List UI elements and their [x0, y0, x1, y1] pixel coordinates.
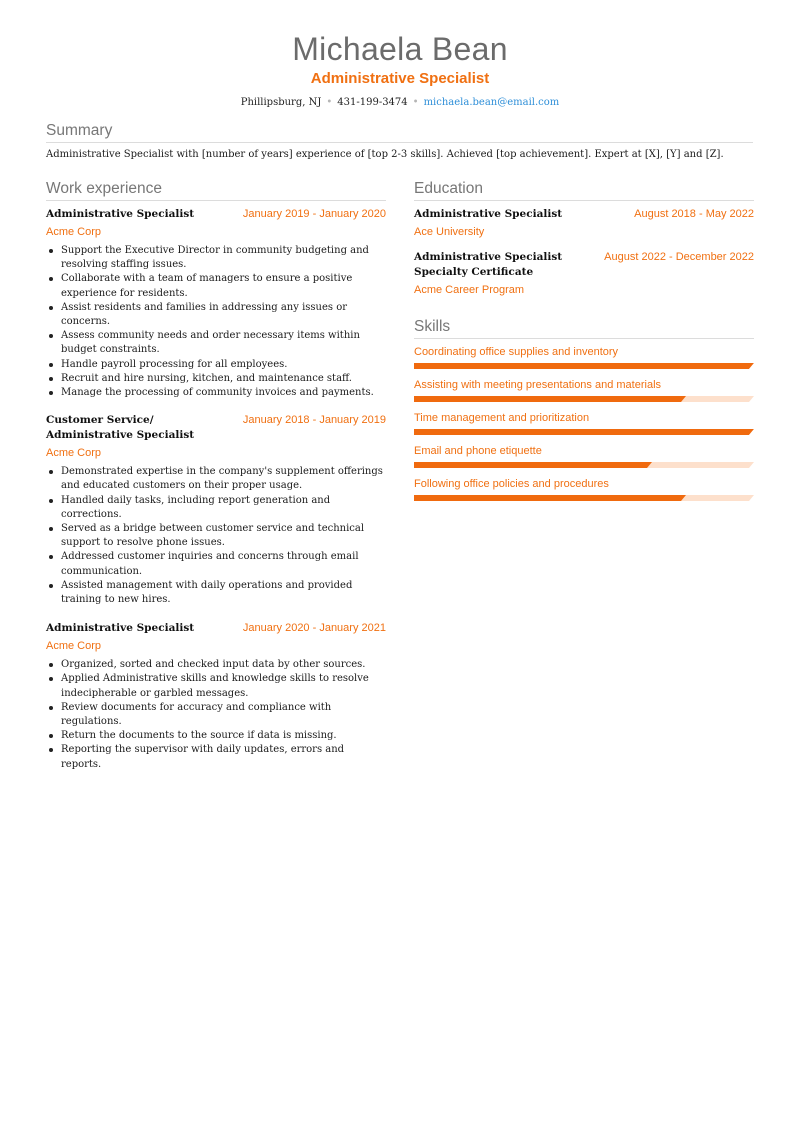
list-item: Served as a bridge between customer service and technical support to resolve phone issues. — [46, 522, 386, 550]
skill-label: Email and phone etiquette — [414, 445, 542, 457]
summary-section — [46, 121, 753, 162]
skill-label: Time management and prioritization — [414, 412, 590, 424]
job-dates: January 2018 - January 2019 — [242, 414, 386, 427]
education-dates: August 2022 - December 2022 — [604, 251, 754, 263]
education-section — [414, 179, 754, 298]
skill-item — [414, 473, 754, 504]
school-name: Ace University — [414, 226, 485, 238]
skill-bar-fill — [414, 429, 754, 435]
degree-title: Administrative Specialist Specialty Certificate — [414, 251, 563, 278]
summary-heading: Summary — [46, 121, 753, 143]
job-bullets — [46, 465, 386, 607]
skills-list — [414, 341, 754, 504]
education-entry — [414, 250, 754, 298]
contact-line — [0, 96, 800, 110]
work-entry — [46, 207, 386, 400]
skill-bar-fill — [414, 495, 686, 501]
skill-bar-track — [414, 462, 754, 468]
list-item: Review documents for accuracy and compliance with regulations. — [46, 701, 386, 729]
skill-bar-track — [414, 396, 754, 402]
job-dates: January 2020 - January 2021 — [242, 622, 386, 635]
candidate-name: Michaela Bean — [292, 31, 508, 67]
list-item: Reporting the supervisor with daily updates, errors and reports. — [46, 743, 386, 771]
company-name: Acme Corp — [46, 640, 102, 653]
skill-label: Following office policies and procedures — [414, 478, 609, 490]
list-item: Manage the processing of community invoices and payments. — [46, 386, 386, 400]
list-item: Demonstrated expertise in the company's supplement offerings and educated customers on their proper usage. — [46, 465, 386, 493]
work-heading: Work experience — [46, 179, 386, 201]
candidate-title: Administrative Specialist — [310, 70, 490, 87]
list-item: Support the Executive Director in community budgeting and resolving staffing issues. — [46, 244, 386, 272]
skill-bar-track — [414, 495, 754, 501]
right-column — [414, 179, 754, 504]
education-heading: Education — [414, 179, 754, 201]
list-item: Organized, sorted and checked input data by other sources. — [46, 658, 386, 672]
list-item: Addressed customer inquiries and concerns through email communication. — [46, 550, 386, 578]
skill-item — [414, 374, 754, 405]
skill-item — [414, 440, 754, 471]
skills-section — [414, 317, 754, 504]
summary-text: Administrative Specialist with [number of years] experience of [top 2-3 skills]. Achieved [top achievement]. Expert at [X], [Y] and [Z]. — [46, 149, 724, 160]
list-item: Handled daily tasks, including report generation and corrections. — [46, 494, 386, 522]
resume-header — [0, 0, 800, 110]
skill-bar-track — [414, 429, 754, 435]
job-bullets — [46, 658, 386, 772]
work-experience-section — [46, 179, 386, 772]
contact-phone: 431-199-3474 — [337, 97, 408, 108]
skill-bar-fill — [414, 462, 652, 468]
skill-item — [414, 341, 754, 372]
school-name: Acme Career Program — [414, 284, 525, 296]
degree-title: Administrative Specialist — [414, 208, 563, 220]
list-item: Collaborate with a team of managers to ensure a positive experience for residents. — [46, 272, 386, 300]
list-item: Assist residents and families in addressing any issues or concerns. — [46, 301, 386, 329]
skill-bar-fill — [414, 396, 686, 402]
skills-heading: Skills — [414, 317, 754, 339]
list-item: Recruit and hire nursing, kitchen, and maintenance staff. — [46, 372, 386, 386]
education-dates: August 2018 - May 2022 — [634, 208, 754, 220]
list-item: Return the documents to the source if data is missing. — [46, 729, 386, 743]
skill-label: Coordinating office supplies and inventory — [414, 346, 619, 358]
separator-dot: • — [326, 97, 333, 108]
contact-location: Phillipsburg, NJ — [240, 97, 322, 108]
education-entry — [414, 207, 754, 240]
work-entry — [46, 413, 386, 607]
skill-bar-fill — [414, 363, 754, 369]
list-item: Assess community needs and order necessary items within budget constraints. — [46, 329, 386, 357]
company-name: Acme Corp — [46, 447, 102, 460]
list-item: Applied Administrative skills and knowledge skills to resolve indecipherable or garbled messages. — [46, 672, 386, 700]
contact-email-link[interactable]: michaela.bean@email.com — [423, 97, 560, 108]
job-bullets — [46, 244, 386, 400]
list-item: Assisted management with daily operations and provided training to new hires. — [46, 579, 386, 607]
skill-item — [414, 407, 754, 438]
job-dates: January 2019 - January 2020 — [242, 208, 386, 220]
skill-bar-track — [414, 363, 754, 369]
list-item: Handle payroll processing for all employees. — [46, 358, 386, 372]
company-name: Acme Corp — [46, 226, 102, 238]
work-entry — [46, 621, 386, 772]
job-title: Customer Service/ Administrative Specialist — [46, 414, 195, 442]
separator-dot: • — [412, 97, 419, 108]
job-title: Administrative Specialist — [46, 208, 195, 220]
job-title: Administrative Specialist — [46, 622, 195, 635]
skill-label: Assisting with meeting presentations and materials — [414, 379, 662, 391]
